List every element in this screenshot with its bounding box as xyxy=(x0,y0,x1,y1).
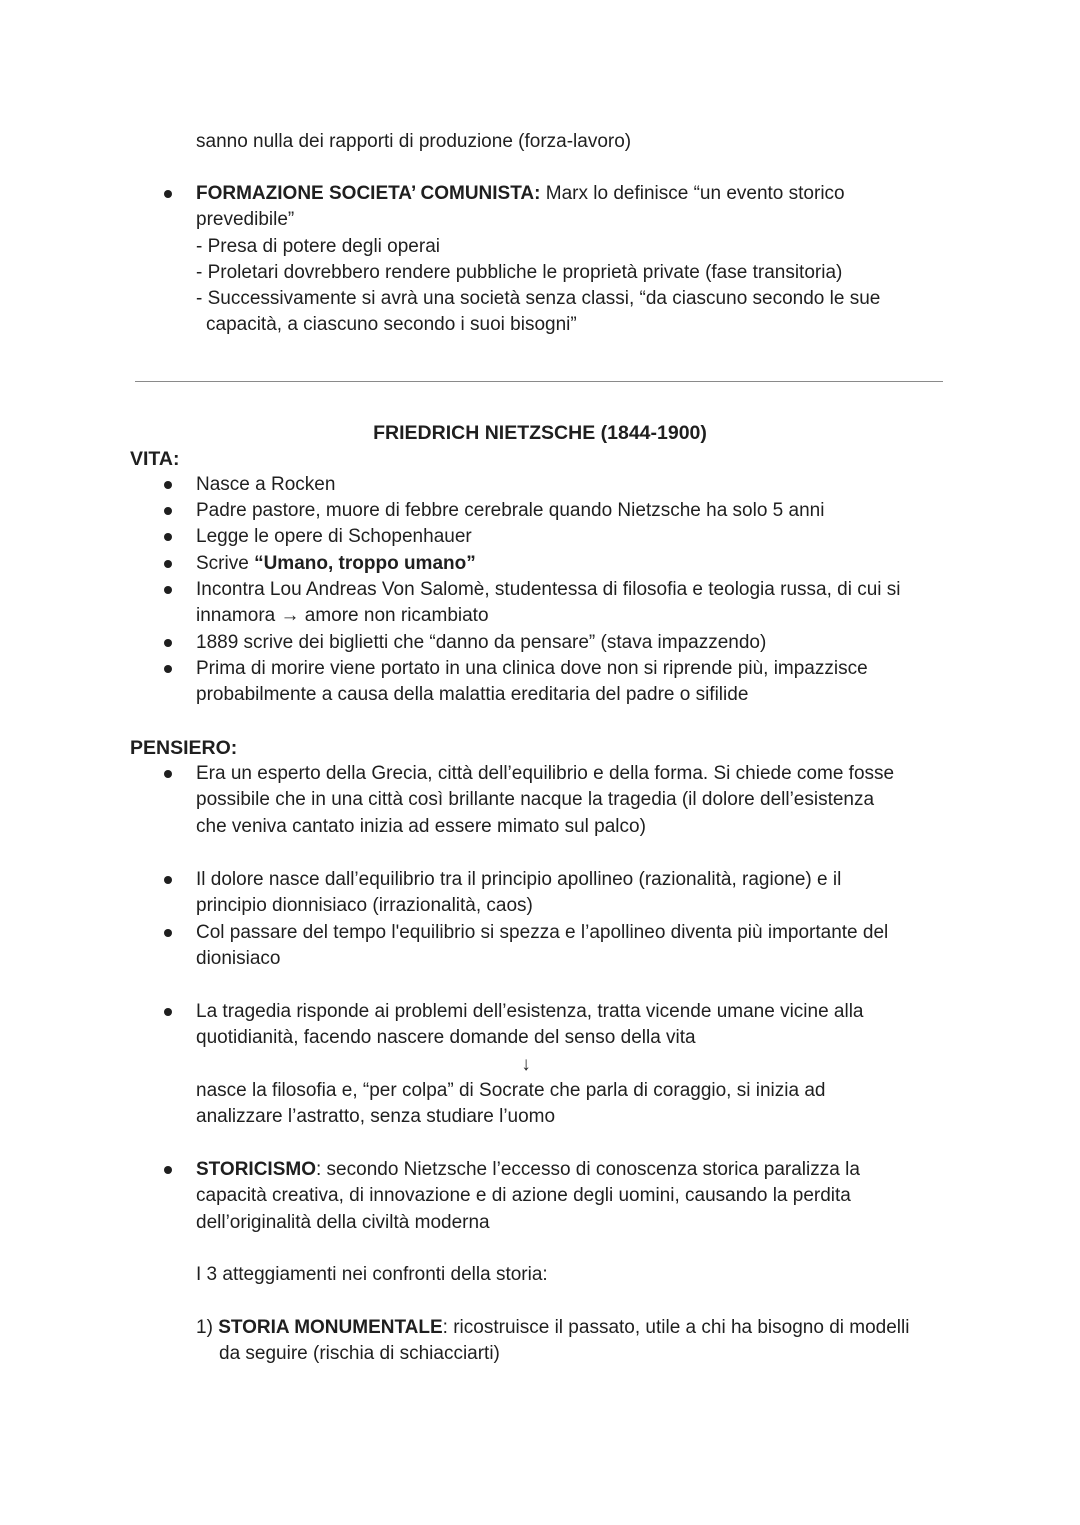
vita-item-incontra: Incontra Lou Andreas Von Salomè, studentessa di filosofia e teologia russa, di cui si innamora → amore non ricambiato xyxy=(196,579,901,627)
formazione-item xyxy=(196,181,956,339)
filosofia-text: nasce la filosofia e, “per colpa” di Socrate che parla di coraggio, si inizia ad analizzare l’astratto, senza studiare l’uomo xyxy=(196,1080,826,1128)
bullet-icon xyxy=(164,577,174,587)
monumentale-label: STORIA MONUMENTALE xyxy=(218,1317,443,1338)
vita-item-scrive: Scrive “Umano, troppo umano” xyxy=(196,553,476,574)
pensiero-item-dolore: Il dolore nasce dall’equilibrio tra il principio apollineo (razionalità, ragione) e il principio dionnisiaco (irrazionalità, caos) xyxy=(196,869,842,917)
bullet-icon xyxy=(164,498,174,508)
formazione-sub-item: - Successivamente si avrà una società senza classi, “da ciascuno secondo le sue xyxy=(196,288,881,310)
section-title: FRIEDRICH NIETZSCHE (1844-1900) xyxy=(373,422,707,444)
bullet-icon xyxy=(164,999,174,1009)
atteggiamenti-text: I 3 atteggiamenti nei confronti della storia: xyxy=(196,1264,548,1285)
pensiero-item-storicismo: STORICISMO: secondo Nietzsche l’eccesso di conoscenza storica paralizza la capacità creativa, di innovazione e di azione degli uomini, causando la perdita dell’originalità della civiltà moderna xyxy=(196,1159,860,1233)
formazione-label: FORMAZIONE SOCIETA’ COMUNISTA: xyxy=(196,183,541,204)
formazione-text: Marx lo definisce “un evento storico xyxy=(540,183,845,204)
bullet-icon xyxy=(164,472,174,482)
bullet-icon xyxy=(164,920,174,930)
vita-item: Nasce a Rocken xyxy=(196,474,336,495)
continued-line: sanno nulla dei rapporti di produzione (forza-lavoro) xyxy=(196,131,632,152)
down-arrow-icon: ↓ xyxy=(521,1054,531,1075)
vita-item-morire: Prima di morire viene portato in una clinica dove non si riprende più, impazzisce probabilmente a causa della malattia ereditaria del padre o sifilide xyxy=(196,658,868,706)
formazione-sub-item-cont: capacità, a ciascuno secondo i suoi bisogni” xyxy=(206,314,577,336)
formazione-sub-item: - Proletari dovrebbero rendere pubbliche le proprietà private (fase transitoria) xyxy=(196,261,843,283)
bullet-icon xyxy=(164,1157,174,1167)
vita-item: Legge le opere di Schopenhauer xyxy=(196,526,472,547)
formazione-text-cont: prevedibile” xyxy=(196,209,295,231)
formazione-sub-item: - Presa di potere degli operai xyxy=(196,235,440,257)
monumentale-item: 1) STORIA MONUMENTALE: ricostruisce il passato, utile a chi ha bisogno di modelli da seguire (rischia di schiacciarti) xyxy=(196,1317,910,1365)
pensiero-item-tempo: Col passare del tempo l'equilibrio si spezza e l’apollineo diventa più importante del dionisiaco xyxy=(196,922,889,970)
pensiero-item-grecia: Era un esperto della Grecia, città dell’equilibrio e della forma. Si chiede come fosse possibile che in una città così brillante nacque la tragedia (il dolore dell’esistenza che veniva cantato inizia ad essere mimato sul palco) xyxy=(196,763,895,837)
bullet-icon xyxy=(164,181,174,191)
horizontal-divider xyxy=(135,381,943,382)
bullet-icon xyxy=(164,630,174,640)
vita-item: 1889 scrive dei biglietti che “danno da pensare” (stava impazzendo) xyxy=(196,632,767,653)
bullet-icon xyxy=(164,551,174,561)
pensiero-item-tragedia: La tragedia risponde ai problemi dell’esistenza, tratta vicende umane vicine alla quotidianità, facendo nascere domande del senso della vita xyxy=(196,1001,864,1049)
vita-heading: VITA: xyxy=(130,448,180,470)
bullet-icon xyxy=(164,761,174,771)
bullet-icon xyxy=(164,656,174,666)
vita-item: Padre pastore, muore di febbre cerebrale quando Nietzsche ha solo 5 anni xyxy=(196,500,825,521)
bullet-icon xyxy=(164,867,174,877)
book-title: “Umano, troppo umano” xyxy=(254,553,476,574)
storicismo-label: STORICISMO xyxy=(196,1159,316,1180)
pensiero-heading: PENSIERO: xyxy=(130,737,238,759)
bullet-icon xyxy=(164,524,174,534)
